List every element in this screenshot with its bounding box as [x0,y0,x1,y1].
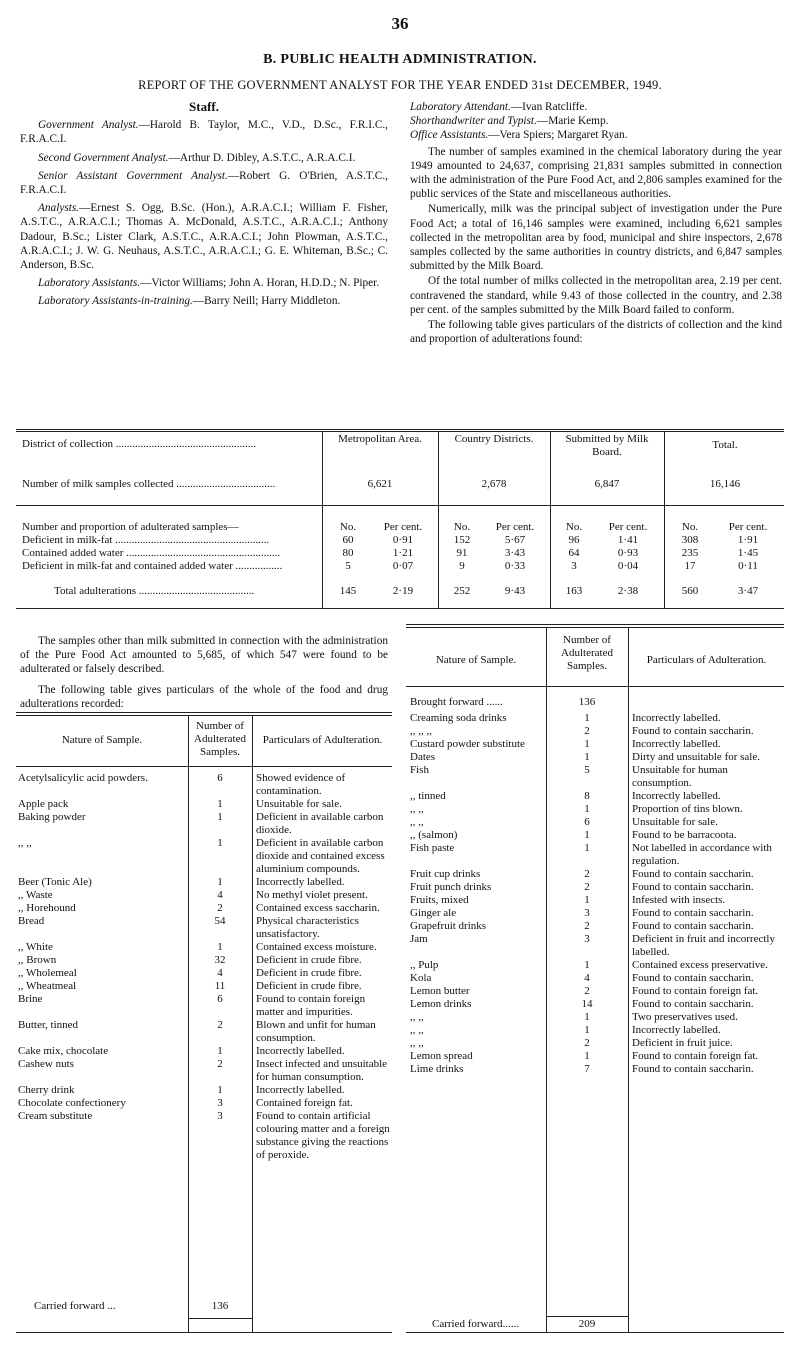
milk-total-value-4: 9·43 [504,585,526,597]
left-row-particulars: Found to contain foreign matter and impurities. [256,993,366,1018]
left-row-particulars: Deficient in crude fibre. [256,967,362,979]
milk-value-added-water-2: 1·21 [392,547,414,559]
right-row-name: ,, ,, [410,1037,424,1049]
right-row-particulars: Deficient in fruit juice. [632,1037,733,1049]
milk-value-milk-fat-3: 152 [453,534,471,546]
right-row-particulars: Two preservatives used. [632,1011,738,1023]
left-row-count: 1 [217,837,223,849]
right-row-count: 14 [581,998,593,1010]
milk-table-top-rule-inner [16,431,784,432]
left-row-count: 1 [217,1045,223,1057]
staff-entry-analysts: Analysts.—Ernest S. Ogg, B.Sc. (Hon.), A.R.A.C.I.; William F. Fisher, A.S.T.C., A.R.A.C.I.; Thomas A. McDonald, A.S.T.C., A.R.A.C.I.; Anthony Dadour, B.Sc.; Lister Clark, A.S.T.C., A.R.A.C.I.; John Plowman, A.S.T.C., A.R.A.C.I.; J. W. G. Neuhaus, A.S.T.C., A.R.A.C.I.; G. E. Whiteman, B.Sc.; C. Anderson, B.Sc. [20,202,388,272]
milk-value-both-5: 3 [571,560,577,572]
right-row-name: Lemon butter [410,985,470,997]
left-row-particulars: Incorrectly labelled. [256,1045,345,1057]
left-row-name: Bread [18,915,45,927]
left-row-particulars: Deficient in crude fibre. [256,954,362,966]
row-label-milk-fat: Deficient in milk-fat ........................................................ [22,534,270,546]
left-table-bottom-rule [16,1332,392,1333]
left-row-count: 1 [217,811,223,823]
milk-value-milk-fat-8: 1·91 [737,534,759,546]
left-adulteration-table [16,712,392,1340]
right-row-name: ,, ,, ,, [410,725,432,737]
sub-pc-3: Per cent. [608,521,648,533]
samples-metropolitan: 6,621 [367,478,393,490]
right-row-particulars: Proportion of tins blown. [632,803,743,815]
right-row-count: 7 [584,1063,590,1075]
right-row-name: Fruits, mixed [410,894,469,906]
header-milk-board: Submitted by Milk Board. [565,433,649,458]
milk-value-added-water-8: 1·45 [737,547,759,559]
right-brought-label: Brought forward ...... [410,696,503,708]
right-carried-value: 209 [578,1318,596,1330]
left-row-particulars: Insect infected and unsuitable for human consumption. [256,1058,388,1083]
right-row-name: Lime drinks [410,1063,464,1075]
staff-entry-office: Office Assistants.—Vera Spiers; Margaret Ryan. [410,129,628,142]
right-row-particulars: Found to contain foreign fat. [632,985,759,997]
left-row-count: 1 [217,1084,223,1096]
left-row-name: Beer (Tonic Ale) [18,876,92,888]
left-row-count: 2 [217,1058,223,1070]
right-row-count: 6 [584,816,590,828]
milk-total-value-2: 2·19 [392,585,414,597]
right-row-particulars: Found to contain saccharin. [632,868,754,880]
left-row-name: Cashew nuts [18,1058,74,1070]
right-row-count: 5 [584,764,590,776]
sub-no-3: No. [565,521,583,533]
staff-entry-government-analyst: Government Analyst.—Harold B. Taylor, M.C., V.D., D.Sc., F.R.I.C., F.R.A.C.I. [20,119,388,146]
left-row-name: ,, Waste [18,889,53,901]
right-row-name: Fruit punch drinks [410,881,492,893]
right-row-name: Kola [410,972,432,984]
milk-value-added-water-5: 64 [568,547,580,559]
right-row-count: 3 [584,933,590,945]
right-row-count: 1 [584,738,590,750]
left-row-name: ,, Brown [18,954,57,966]
left-row-count: 11 [214,980,226,992]
left-row-particulars: Physical characteristics unsatisfactory. [256,915,359,940]
milk-total-value-5: 163 [565,585,583,597]
header-metropolitan: Metropolitan Area. [338,433,422,445]
milk-value-milk-fat-1: 60 [342,534,354,546]
right-row-name: Fish paste [410,842,455,854]
row-label-both: Deficient in milk-fat and contained added water ................. [22,560,283,572]
left-row-particulars: Incorrectly labelled. [256,876,345,888]
left-row-name: Acetylsalicylic acid powders. [18,772,148,784]
right-row-particulars: Incorrectly labelled. [632,712,721,724]
milk-value-both-1: 5 [345,560,351,572]
right-row-count: 2 [584,881,590,893]
milk-value-both-7: 17 [684,560,696,572]
left-row-particulars: Contained excess saccharin. [256,902,380,914]
staff-entry-lab-assistants: Laboratory Assistants.—Victor Williams; John A. Horan, H.D.D.; N. Piper. [38,277,380,290]
milk-value-added-water-3: 91 [456,547,468,559]
left-row-particulars: Deficient in available carbon dioxide and contained excess aluminium compounds. [256,837,385,875]
right-row-particulars: Found to contain saccharin. [632,907,754,919]
sub-no-4: No. [681,521,699,533]
right-row-count: 1 [584,842,590,854]
right-row-count: 8 [584,790,590,802]
milk-value-both-4: 0·33 [504,560,526,572]
right-row-count: 1 [584,1050,590,1062]
right-head-nature: Nature of Sample. [435,654,517,666]
milk-col-divider-2 [438,431,439,608]
right-table-bottom-rule [406,1332,784,1333]
milk-value-milk-fat-2: 0·91 [392,534,414,546]
total-label: Total adulterations .......................................... [54,585,255,597]
paragraph-milk: Numerically, milk was the principal subject of investigation under the Pure Food Act; a total of 16,146 samples were examined, including 6,621 samples collected in the metropolitan area by food, municipal and shire inspectors, 2,678 samples collected by the same authorities in country districts, and 6,847 samples submitted by the Milk Board. [410,203,782,273]
right-table-top-rule-inner [406,627,784,628]
left-row-name: Butter, tinned [18,1019,79,1031]
header-total: Total. [712,439,738,451]
samples-country: 2,678 [481,478,507,490]
right-row-particulars: Found to contain saccharin. [632,920,754,932]
milk-total-value-6: 2·38 [617,585,639,597]
right-row-name: Dates [410,751,436,763]
right-row-count: 1 [584,894,590,906]
milk-value-added-water-6: 0·93 [617,547,639,559]
staff-entry-typist: Shorthandwriter and Typist.—Marie Kemp. [410,115,609,128]
left-row-name: Chocolate confectionery [18,1097,126,1109]
sub-no-1: No. [339,521,357,533]
milk-value-both-2: 0·07 [392,560,414,572]
left-row-name: Baking powder [18,811,86,823]
paragraph-adulterations-intro: The following table gives particulars of the whole of the food and drug adulterations recorded: [20,683,388,710]
right-row-name: ,, ,, [410,1024,424,1036]
right-row-particulars: Dirty and unsuitable for sale. [632,751,760,763]
row-label-added-water: Contained added water ........................................................ [22,547,281,559]
right-row-count: 4 [584,972,590,984]
milk-value-milk-fat-5: 96 [568,534,580,546]
right-row-count: 1 [584,959,590,971]
right-row-particulars: Unsuitable for sale. [632,816,718,828]
milk-value-milk-fat-6: 1·41 [617,534,639,546]
milk-table-top-rule [16,429,784,430]
right-row-name: ,, ,, [410,1011,424,1023]
right-col-divider-2 [628,627,629,1332]
left-row-count: 2 [217,902,223,914]
left-row-name: ,, Wholemeal [18,967,77,979]
left-row-name: ,, Wheatmeal [18,980,77,992]
right-row-particulars: Not labelled in accordance with regulation. [632,842,772,867]
left-head-nature: Nature of Sample. [61,734,143,746]
right-row-count: 2 [584,920,590,932]
right-row-particulars: Found to contain saccharin. [632,998,754,1010]
right-row-name: Jam [410,933,428,945]
right-row-count: 1 [584,829,590,841]
sub-no-2: No. [453,521,471,533]
left-row-name: Cherry drink [18,1084,75,1096]
left-row-count: 32 [214,954,226,966]
left-table-head-rule [16,766,392,767]
right-row-name: Ginger ale [410,907,457,919]
right-row-count: 1 [584,803,590,815]
right-row-name: ,, ,, [410,816,424,828]
right-row-particulars: Found to contain foreign fat. [632,1050,759,1062]
left-row-count: 4 [217,889,223,901]
left-row-particulars: Deficient in available carbon dioxide. [256,811,384,836]
samples-milk-board: 6,847 [594,478,620,490]
sub-pc-4: Per cent. [728,521,768,533]
left-row-count: 1 [217,876,223,888]
lower-intro [20,634,388,711]
right-row-particulars: Found to contain saccharin. [632,725,754,737]
header-country: Country Districts. [454,433,534,445]
left-row-name: Brine [18,993,43,1005]
right-head-particulars: Particulars of Adulteration. [646,654,767,666]
right-row-name: ,, tinned [410,790,446,802]
section-title: B. PUBLIC HEALTH ADMINISTRATION. [263,52,537,67]
left-table-top-rule-inner [16,715,392,716]
left-head-number: Number of Adulterated Samples. [194,720,246,758]
left-row-particulars: Blown and unfit for human consumption. [256,1019,376,1044]
paragraph-milk-contravened: Of the total number of milks collected in the metropolitan area, 2.19 per cent. contravened the standard, while 9.43 of those collected in the country, and 2.38 per cent. of the samples submitted by the Milk Board failed to conform. [410,275,782,316]
milk-value-both-6: 0·04 [617,560,639,572]
left-row-particulars: Showed evidence of contamination. [256,772,346,797]
right-row-particulars: Infested with insects. [632,894,726,906]
left-row-name: Apple pack [18,798,69,810]
right-row-count: 2 [584,868,590,880]
left-carried-rule [188,1318,252,1319]
milk-total-value-8: 3·47 [737,585,759,597]
right-carried-label: Carried forward...... [432,1318,520,1330]
right-table-head-rule [406,686,784,687]
left-head-particulars: Particulars of Adulteration. [262,734,383,746]
left-row-count: 1 [217,798,223,810]
milk-table-mid-rule [16,505,784,506]
left-row-name: ,, ,, [18,837,32,849]
left-row-name: ,, Horehound [18,902,76,914]
left-row-name: ,, White [18,941,53,953]
milk-value-both-8: 0·11 [738,560,758,572]
right-brought-value: 136 [578,696,596,708]
right-row-particulars: Unsuitable for human consumption. [632,764,728,789]
milk-col-divider-3 [550,431,551,608]
samples-label: Number of milk samples collected .................................... [22,478,276,490]
milk-value-added-water-4: 3·43 [504,547,526,559]
right-row-particulars: Found to be barracoota. [632,829,737,841]
right-row-count: 3 [584,907,590,919]
paragraph-samples-total: The number of samples examined in the chemical laboratory during the year 1949 amounted to 24,637, comprising 21,831 samples submitted in connection with the administration of the Pure Food Act, and 2,806 samples examined for the public services of the State and miscellaneous authorities. [410,145,782,201]
right-table-top-rule [406,624,784,625]
left-carried-label: Carried forward ... [34,1300,116,1312]
right-row-count: 1 [584,712,590,724]
right-row-particulars: Incorrectly labelled. [632,1024,721,1036]
left-row-particulars: Contained excess moisture. [256,941,377,953]
right-row-particulars: Incorrectly labelled. [632,790,721,802]
right-row-name: Grapefruit drinks [410,920,487,932]
right-row-particulars: Incorrectly labelled. [632,738,721,750]
right-row-name: Fruit cup drinks [410,868,481,880]
milk-value-milk-fat-7: 308 [681,534,699,546]
right-head-number: Number of Adulterated Samples. [561,634,613,672]
left-row-count: 4 [217,967,223,979]
left-row-count: 3 [217,1110,223,1122]
right-carried-rule [546,1316,628,1317]
right-row-particulars: Found to contain saccharin. [632,881,754,893]
district-label: District of collection ................................................... [22,438,257,450]
left-row-particulars: Contained foreign fat. [256,1097,353,1109]
left-col-divider-2 [252,715,253,1332]
sub-pc-2: Per cent. [495,521,535,533]
milk-value-both-3: 9 [459,560,465,572]
milk-value-added-water-1: 80 [342,547,354,559]
adulterated-label: Number and proportion of adulterated samples— [22,521,239,533]
left-row-count: 2 [217,1019,223,1031]
right-row-particulars: Found to contain saccharin. [632,1063,754,1075]
milk-total-value-3: 252 [453,585,471,597]
milk-total-value-1: 145 [339,585,357,597]
left-row-particulars: Unsuitable for sale. [256,798,342,810]
left-row-name: Cream substitute [18,1110,93,1122]
left-row-name: Cake mix, chocolate [18,1045,109,1057]
right-row-name: Custard powder substitute [410,738,525,750]
right-row-count: 2 [584,725,590,737]
left-row-count: 6 [217,993,223,1005]
staff-entry-lab-attendant: Laboratory Attendant.—Ivan Ratcliffe. [410,101,588,113]
right-row-particulars: Deficient in fruit and incorrectly labelled. [632,933,775,958]
left-row-count: 54 [214,915,226,927]
report-title: REPORT OF THE GOVERNMENT ANALYST FOR THE YEAR ENDED 31st DECEMBER, 1949. [138,78,662,92]
right-row-particulars: Found to contain saccharin. [632,972,754,984]
paragraph-other-samples: The samples other than milk submitted in connection with the administration of the Pure Food Act amounted to 5,685, of which 547 were found to be adulterated or falsely described. [20,635,388,676]
page-number: 36 [391,14,409,33]
milk-col-divider-1 [322,431,323,608]
right-row-particulars: Contained excess preservative. [632,959,768,971]
samples-total: 16,146 [709,478,741,490]
left-row-particulars: Incorrectly labelled. [256,1084,345,1096]
milk-col-divider-4 [664,431,665,608]
milk-value-milk-fat-4: 5·67 [504,534,526,546]
left-row-particulars: Found to contain artificial colouring matter and a foreign substance giving the reactions of peroxide. [256,1110,390,1161]
left-row-particulars: Deficient in crude fibre. [256,980,362,992]
right-row-count: 2 [584,985,590,997]
right-row-count: 1 [584,1011,590,1023]
right-row-name: Fish [410,764,429,776]
staff-entry-senior-assistant: Senior Assistant Government Analyst.—Robert G. O'Brien, A.S.T.C., F.R.A.C.I. [20,169,388,197]
left-row-count: 1 [217,941,223,953]
left-table-top-rule [16,712,392,713]
right-row-count: 1 [584,751,590,763]
milk-total-value-7: 560 [681,585,699,597]
right-row-name: Creaming soda drinks [410,712,507,724]
milk-value-added-water-7: 235 [681,547,699,559]
right-row-count: 1 [584,1024,590,1036]
right-row-name: ,, (salmon) [410,829,458,841]
staff-entry-lab-trainees: Laboratory Assistants-in-training.—Barry Neill; Harry Middleton. [38,295,341,308]
left-carried-value: 136 [211,1300,229,1312]
paragraph-table-intro: The following table gives particulars of the districts of collection and the kind and proportion of adulterations found: [410,319,782,346]
right-row-count: 2 [584,1037,590,1049]
staff-heading: Staff. [189,99,219,114]
left-row-count: 6 [217,772,223,784]
right-row-name: Lemon spread [410,1050,473,1062]
staff-entry-second-analyst: Second Government Analyst.—Arthur D. Dibley, A.S.T.C., A.R.A.C.I. [38,151,356,164]
milk-table-bottom-rule [16,608,784,609]
right-row-name: ,, Pulp [410,959,439,971]
right-adulteration-table [406,624,784,1340]
left-row-count: 3 [217,1097,223,1109]
sub-pc-1: Per cent. [383,521,423,533]
right-row-name: Lemon drinks [410,998,472,1010]
right-row-name: ,, ,, [410,803,424,815]
left-row-particulars: No methyl violet present. [256,889,368,901]
